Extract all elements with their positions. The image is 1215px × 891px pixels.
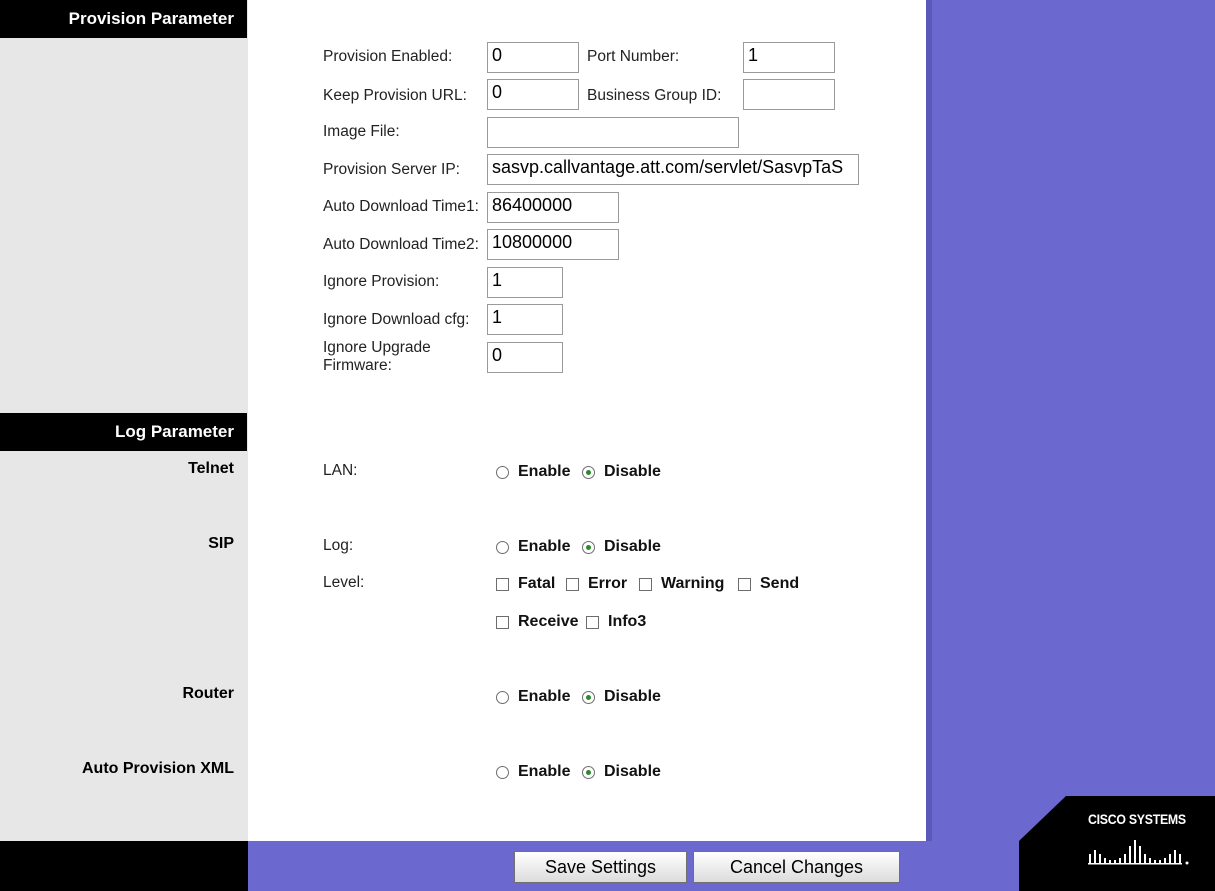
telnet-enable-option[interactable] [496, 463, 570, 481]
provision-server-ip-input[interactable]: sasvp.callvantage.att.com/servlet/SasvpTaS [487, 154, 859, 185]
provision-server-ip-label: Provision Server IP: [323, 161, 460, 178]
auto-provision-xml-enable-option[interactable] [496, 763, 570, 781]
cancel-changes-button[interactable]: Cancel Changes [693, 851, 900, 883]
level-receive-checkbox[interactable] [496, 616, 509, 629]
sip-disable-option[interactable] [582, 538, 661, 556]
auto-provision-xml-disable-option[interactable] [582, 763, 661, 781]
right-panel-shadow [926, 0, 932, 841]
sip-level-label: Level: [323, 574, 365, 591]
port-number-input[interactable]: 1 [743, 42, 835, 73]
sip-enable-text: Enable [518, 538, 571, 555]
sip-log-label: Log: [323, 537, 354, 554]
level-send-option[interactable] [738, 575, 799, 593]
auto-provision-xml-disable-text: Disable [604, 763, 661, 780]
router-enable-option[interactable] [496, 688, 570, 706]
sip-side-label: SIP [208, 535, 234, 552]
ignore-upgrade-firmware-label: Ignore Upgrade Firmware: [323, 339, 431, 374]
right-panel [926, 0, 1215, 891]
level-receive-option[interactable] [496, 613, 579, 631]
level-info3-checkbox[interactable] [586, 616, 599, 629]
telnet-side-label: Telnet [188, 460, 234, 477]
save-settings-button[interactable]: Save Settings [514, 851, 687, 883]
auto-provision-xml-side-label: Auto Provision XML [82, 760, 234, 777]
router-disable-radio[interactable] [582, 691, 595, 704]
auto-download-time1-input[interactable]: 86400000 [487, 192, 619, 223]
router-disable-text: Disable [604, 688, 661, 705]
auto-download-time2-input[interactable]: 10800000 [487, 229, 619, 260]
cisco-logo-text: CISCO SYSTEMS [1088, 811, 1186, 827]
sip-disable-radio[interactable] [582, 541, 595, 554]
level-fatal-option[interactable] [496, 575, 555, 593]
keep-provision-url-input[interactable]: 0 [487, 79, 579, 110]
auto-download-time2-label: Auto Download Time2: [323, 236, 479, 253]
image-file-input[interactable] [487, 117, 739, 148]
level-error-option[interactable] [566, 575, 627, 593]
level-send-checkbox[interactable] [738, 578, 751, 591]
ignore-upgrade-firmware-input[interactable]: 0 [487, 342, 563, 373]
level-fatal-checkbox[interactable] [496, 578, 509, 591]
router-enable-text: Enable [518, 688, 571, 705]
level-info3-text: Info3 [608, 613, 647, 630]
keep-provision-url-label: Keep Provision URL: [323, 87, 467, 104]
level-error-text: Error [588, 575, 628, 592]
cisco-bridge-icon [1088, 836, 1192, 866]
router-side-label: Router [182, 685, 234, 702]
router-disable-option[interactable] [582, 688, 661, 706]
level-send-text: Send [760, 575, 800, 592]
sip-enable-option[interactable] [496, 538, 570, 556]
level-warning-text: Warning [661, 575, 725, 592]
level-warning-checkbox[interactable] [639, 578, 652, 591]
port-number-label: Port Number: [587, 48, 680, 65]
provision-enabled-label: Provision Enabled: [323, 48, 453, 65]
router-enable-radio[interactable] [496, 691, 509, 704]
ignore-download-cfg-label: Ignore Download cfg: [323, 311, 470, 328]
provision-enabled-input[interactable]: 0 [487, 42, 579, 73]
level-error-checkbox[interactable] [566, 578, 579, 591]
telnet-lan-label: LAN: [323, 462, 358, 479]
telnet-disable-text: Disable [604, 463, 661, 480]
ignore-download-cfg-input[interactable]: 1 [487, 304, 563, 335]
telnet-enable-radio[interactable] [496, 466, 509, 479]
auto-provision-xml-enable-radio[interactable] [496, 766, 509, 779]
level-info3-option[interactable] [586, 613, 646, 631]
business-group-id-label: Business Group ID: [587, 87, 722, 104]
auto-provision-xml-enable-text: Enable [518, 763, 571, 780]
level-fatal-text: Fatal [518, 575, 556, 592]
section-log-parameter: Log Parameter [0, 413, 247, 451]
section-provision-parameter: Provision Parameter [0, 0, 247, 38]
telnet-disable-radio[interactable] [582, 466, 595, 479]
level-warning-option[interactable] [639, 575, 724, 593]
ignore-provision-input[interactable]: 1 [487, 267, 563, 298]
auto-download-time1-label: Auto Download Time1: [323, 198, 479, 215]
footer-left [0, 841, 248, 891]
image-file-label: Image File: [323, 123, 400, 140]
telnet-disable-option[interactable] [582, 463, 661, 481]
auto-provision-xml-disable-radio[interactable] [582, 766, 595, 779]
level-receive-text: Receive [518, 613, 579, 630]
ignore-provision-label: Ignore Provision: [323, 273, 440, 290]
telnet-enable-text: Enable [518, 463, 571, 480]
business-group-id-input[interactable] [743, 79, 835, 110]
sip-disable-text: Disable [604, 538, 661, 555]
sip-enable-radio[interactable] [496, 541, 509, 554]
